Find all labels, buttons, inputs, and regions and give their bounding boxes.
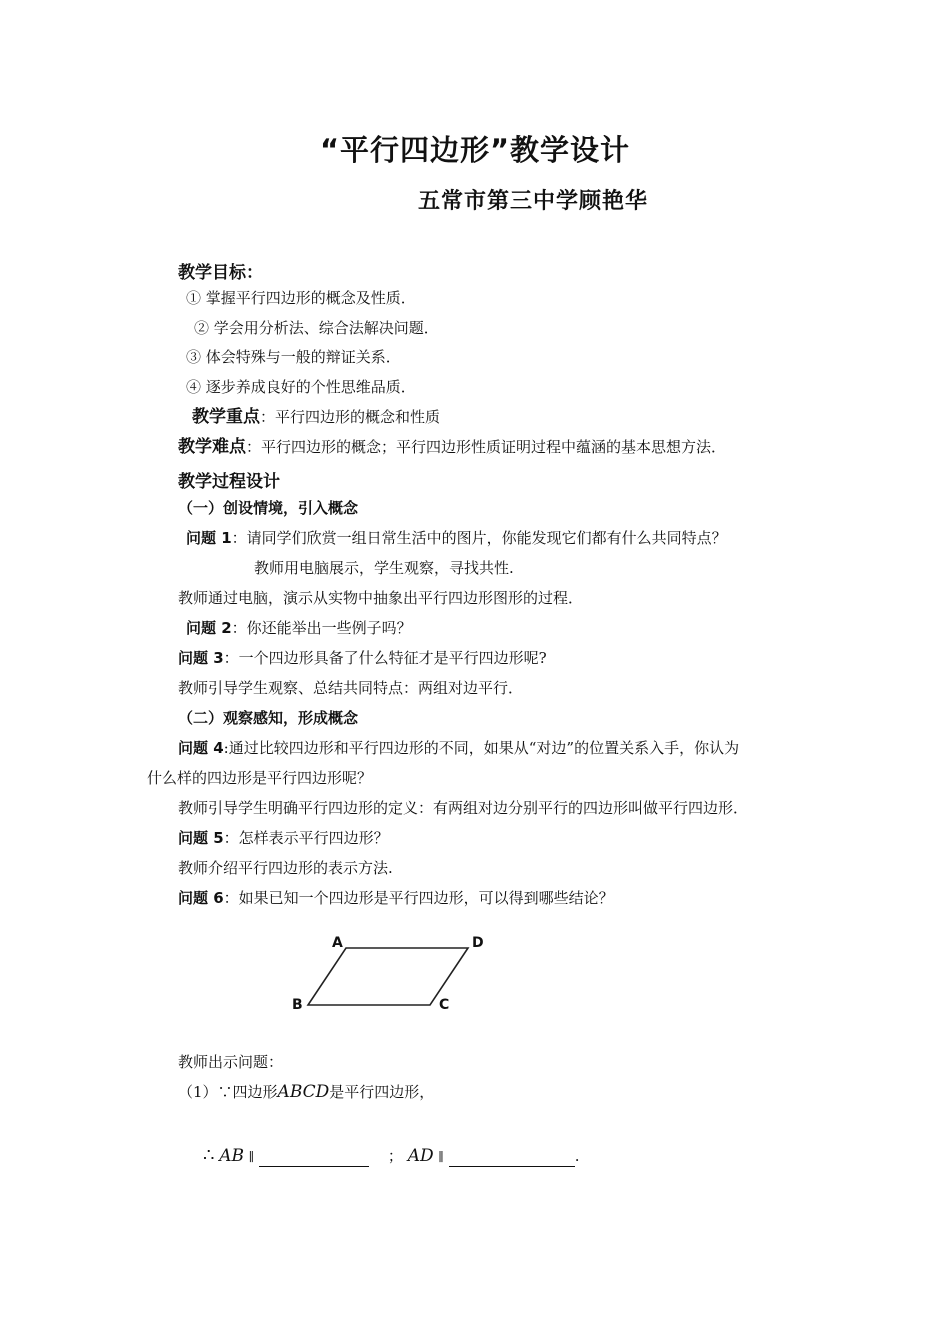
vertex-label-b: B (292, 997, 303, 1013)
key-point-label: 教学重点 (192, 407, 260, 427)
question-5: 问题 5：怎样表示平行四边形？ (178, 829, 389, 847)
parallelogram-figure (286, 928, 496, 1022)
question-3: 问题 3：一个四边形具备了什么特征才是平行四边形呢? (178, 649, 547, 667)
difficulty-label: 教学难点 (178, 437, 246, 457)
paragraph: 教师引导学生明确平行四边形的定义：有两组对边分别平行的四边形叫做平行四边形． (178, 799, 749, 817)
question-2: 问题 2：你还能举出一些例子吗？ (186, 619, 412, 637)
question-6: 问题 6：如果已知一个四边形是平行四边形，可以得到哪些结论？ (178, 889, 614, 907)
exercise-intro: 教师出示问题： (178, 1053, 284, 1071)
vertex-label-a: A (332, 935, 343, 951)
author-line: 五常市第三中学顾艳华 (418, 189, 649, 214)
parallelogram-diagram (286, 928, 496, 1018)
math-ad: AD (407, 1146, 434, 1166)
separator: ； (387, 1147, 403, 1165)
objective-item: ④ 逐步养成良好的个性思维品质． (186, 378, 416, 396)
exercise-line-2 (203, 1146, 580, 1167)
objective-item: ③ 体会特殊与一般的辩证关系． (186, 348, 401, 366)
section1-heading: （一）创设情境，引入概念 (178, 499, 359, 517)
answer-blank-1[interactable] (259, 1150, 369, 1167)
key-point-text: ：平行四边形的概念和性质 (260, 408, 441, 426)
answer-blank-2[interactable] (449, 1150, 575, 1167)
question-4-continued: 什么样的四边形是平行四边形呢？ (147, 769, 373, 787)
therefore-symbol: ∴ (203, 1145, 215, 1166)
math-abcd: ABCD (277, 1082, 330, 1102)
section2-heading: （二）观察感知，形成概念 (178, 709, 359, 727)
question-1: 问题 1：请同学们欣赏一组日常生活中的图片，你能发现它们都有什么共同特点？ (186, 529, 727, 547)
vertex-label-d: D (472, 935, 484, 951)
question-4: 问题 4:通过比较四边形和平行四边形的不同，如果从“对边”的位置关系入手，你认为 (178, 739, 740, 757)
objective-item: ② 学会用分析法、综合法解决问题． (194, 319, 439, 337)
paragraph: 教师引导学生观察、总结共同特点：两组对边平行． (178, 679, 524, 697)
page-title: “平行四边形”教学设计 (319, 133, 631, 167)
paragraph: 教师用电脑展示，学生观察，寻找共性. (254, 559, 514, 577)
objective-item: ① 掌握平行四边形的概念及性质． (186, 289, 416, 307)
vertex-label-c: C (439, 997, 450, 1013)
paragraph: 教师介绍平行四边形的表示方法. (178, 859, 393, 877)
objectives-heading: 教学目标： (178, 263, 263, 283)
math-ab: AB (219, 1146, 245, 1166)
process-heading: 教学过程设计 (178, 472, 280, 492)
parallel-symbol: ∥ (438, 1150, 444, 1164)
difficulty-text: ：平行四边形的概念；平行四边形性质证明过程中蕴涵的基本思想方法． (246, 438, 727, 456)
paragraph: 教师通过电脑，演示从实物中抽象出平行四边形图形的过程． (178, 589, 584, 607)
exercise-line-1: （1）∵四边形ABCD是平行四边形， (178, 1082, 435, 1102)
period: . (574, 1147, 580, 1165)
parallel-symbol: ∥ (248, 1150, 255, 1164)
key-point (192, 407, 440, 427)
difficulty (178, 437, 726, 457)
